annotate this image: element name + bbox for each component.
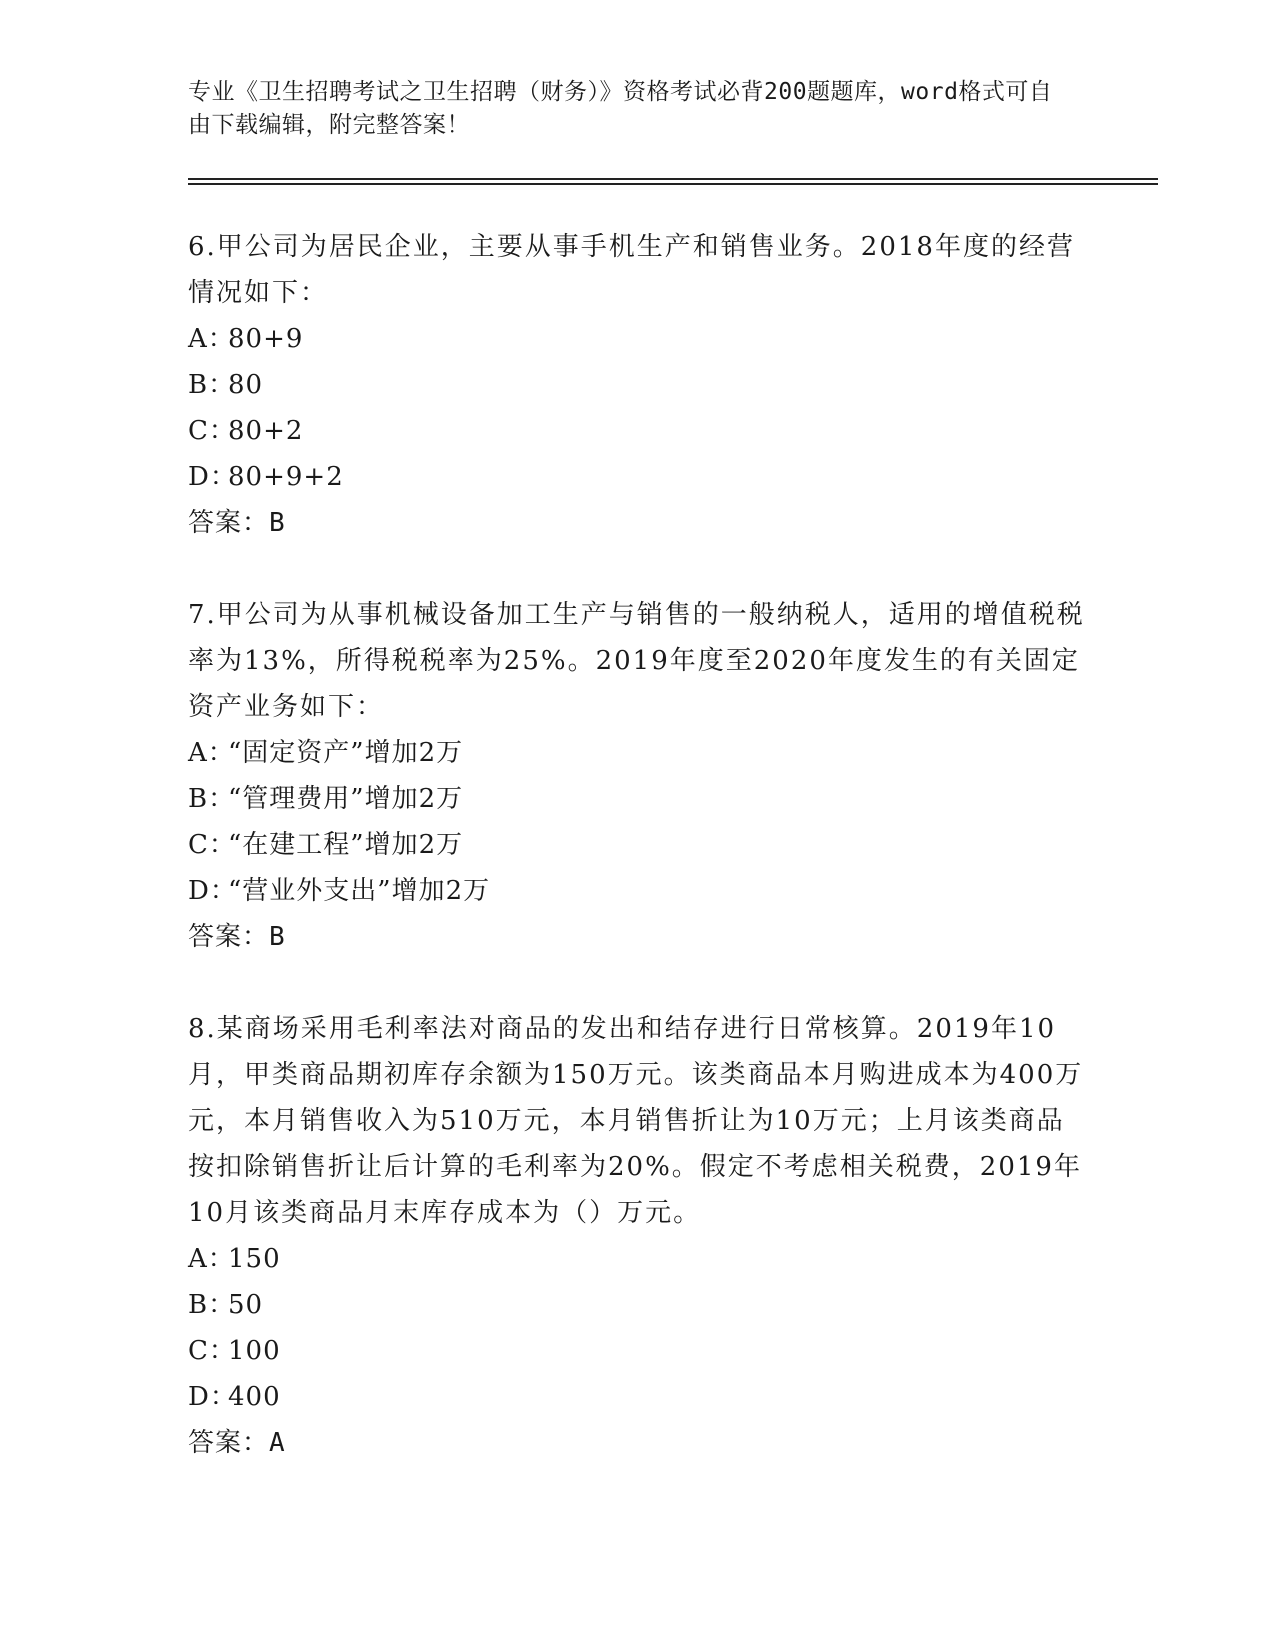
answer: 答案：B — [188, 508, 286, 538]
option-text: 150 — [228, 1244, 281, 1274]
option-d — [188, 868, 1088, 914]
header-divider-top — [188, 178, 1158, 180]
option-d — [188, 454, 1088, 500]
option-c — [188, 822, 1088, 868]
option-label: A： — [188, 1244, 235, 1274]
option-b — [188, 362, 1088, 408]
option-a — [188, 316, 1088, 362]
question-text: 6.甲公司为居民企业，主要从事手机生产和销售业务。2018年度的经营情况如下： — [188, 232, 1075, 308]
option-label: D： — [188, 1382, 237, 1412]
option-a — [188, 730, 1088, 776]
option-text: 80+2 — [228, 416, 304, 446]
option-label: B： — [188, 784, 236, 814]
option-a — [188, 1236, 1088, 1282]
option-text: 80+9+2 — [228, 462, 344, 492]
option-text: 80+9 — [228, 324, 304, 354]
option-text: “固定资产”增加2万 — [228, 738, 464, 768]
option-c — [188, 1328, 1088, 1374]
question-6 — [188, 224, 1088, 546]
header-divider-bottom — [188, 183, 1158, 185]
option-text: 100 — [228, 1336, 281, 1366]
option-label: C： — [188, 1336, 236, 1366]
option-text: “营业外支出”增加2万 — [228, 876, 491, 906]
option-text: “管理费用”增加2万 — [228, 784, 464, 814]
question-text: 7.甲公司为从事机械设备加工生产与销售的一般纳税人，适用的增值税税率为13%，所得税税率为25%。2019年度至2020年度发生的有关固定资产业务如下： — [188, 600, 1085, 722]
option-label: C： — [188, 416, 236, 446]
option-c — [188, 408, 1088, 454]
option-label: B： — [188, 1290, 236, 1320]
option-d — [188, 1374, 1088, 1420]
option-label: D： — [188, 462, 237, 492]
question-7 — [188, 592, 1088, 960]
answer: 答案：B — [188, 922, 286, 952]
option-b — [188, 1282, 1088, 1328]
option-label: A： — [188, 324, 235, 354]
option-text: 50 — [228, 1290, 264, 1320]
option-label: B： — [188, 370, 236, 400]
option-text: 400 — [228, 1382, 281, 1412]
option-label: C： — [188, 830, 236, 860]
question-text: 8.某商场采用毛利率法对商品的发出和结存进行日常核算。2019年10月，甲类商品期初库存余额为150万元。该类商品本月购进成本为400万元，本月销售收入为510万元，本月销售折让为10万元；上月该类商品按扣除销售折让后计算的毛利率为20%。假定不考虑相关税费，2019年10月该类商品月末库存成本为（）万元。 — [188, 1014, 1084, 1228]
document-header: 专业《卫生招聘考试之卫生招聘（财务）》资格考试必背200题题库，word格式可自由下载编辑，附完整答案！ — [188, 79, 1053, 138]
option-b — [188, 776, 1088, 822]
option-label: D： — [188, 876, 237, 906]
option-label: A： — [188, 738, 235, 768]
option-text: “在建工程”增加2万 — [228, 830, 464, 860]
answer: 答案：A — [188, 1428, 286, 1458]
question-8 — [188, 1006, 1088, 1466]
option-text: 80 — [228, 370, 264, 400]
